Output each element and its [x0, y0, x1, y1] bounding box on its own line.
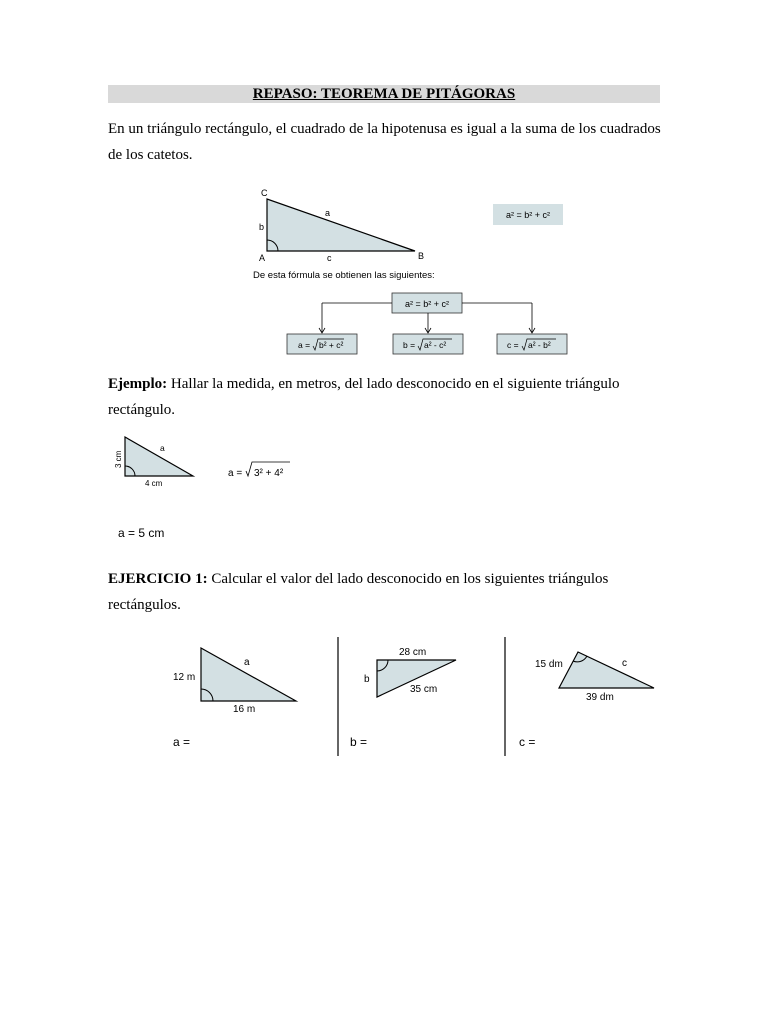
side-a-label: a — [325, 208, 331, 218]
vertex-a-label: A — [259, 253, 266, 263]
t1-answer: a = — [173, 735, 191, 749]
page-title: REPASO: TEOREMA DE PITÁGORAS — [252, 86, 516, 102]
t1-base-label: 16 m — [233, 704, 256, 715]
example-triangle — [125, 437, 193, 476]
vertex-b-label: B — [418, 251, 425, 261]
t1-hyp-label: a — [244, 657, 250, 668]
t2-side-label: b — [364, 674, 370, 685]
exercise-label: EJERCICIO 1: — [108, 571, 208, 587]
side-b-label: b — [259, 222, 265, 232]
example-label: Ejemplo: — [108, 376, 168, 392]
exercise-triangle-3 — [559, 652, 654, 688]
exercise-triangle-1 — [201, 648, 296, 701]
vertex-c-label: C — [261, 188, 268, 198]
t2-hyp-label: 35 cm — [410, 684, 438, 695]
tree-mid-rad: a² - c² — [424, 340, 447, 350]
exercise-text: Calcular el valor del lado desconocido en los siguientes triángulos rectángulos. — [108, 571, 609, 613]
t2-answer: b = — [350, 735, 368, 749]
example-leg-horizontal: 4 cm — [145, 479, 163, 488]
exercise-paragraph — [108, 566, 668, 618]
tree-right-rad: a² - b² — [528, 340, 551, 350]
tree-mid-lhs: b = — [403, 340, 416, 350]
tree-root-text: a² = b² + c² — [404, 299, 450, 309]
tree-left-lhs: a = — [298, 340, 311, 350]
intro-paragraph: En un triángulo rectángulo, el cuadrado de la hipotenusa es igual a la suma de los cuadrados de los catetos. — [108, 121, 661, 163]
example-formula-lhs: a = — [228, 468, 243, 479]
example-hyp-label: a — [160, 443, 165, 453]
t1-leg-label: 12 m — [173, 672, 196, 683]
t2-top-label: 28 cm — [399, 647, 427, 658]
t3-left-label: 15 dm — [535, 659, 563, 670]
example-leg-vertical: 3 cm — [114, 450, 123, 468]
example-formula-rad: 3² + 4² — [254, 468, 284, 479]
tree-left-rad: b² + c² — [319, 340, 344, 350]
derived-caption: De esta fórmula se obtienen las siguientes: — [253, 270, 435, 281]
formula-box-text: a² = b² + c² — [505, 210, 551, 220]
main-triangle — [267, 199, 415, 251]
t3-answer: c = — [519, 735, 536, 749]
t3-right-label: c — [622, 658, 627, 669]
example-paragraph — [108, 371, 668, 423]
t3-base-label: 39 dm — [586, 692, 614, 703]
side-c-label: c — [327, 253, 332, 263]
example-text: Hallar la medida, en metros, del lado desconocido en el siguiente triángulo rectángulo. — [108, 376, 620, 418]
example-result: a = 5 cm — [118, 526, 165, 540]
tree-right-lhs: c = — [507, 340, 519, 350]
